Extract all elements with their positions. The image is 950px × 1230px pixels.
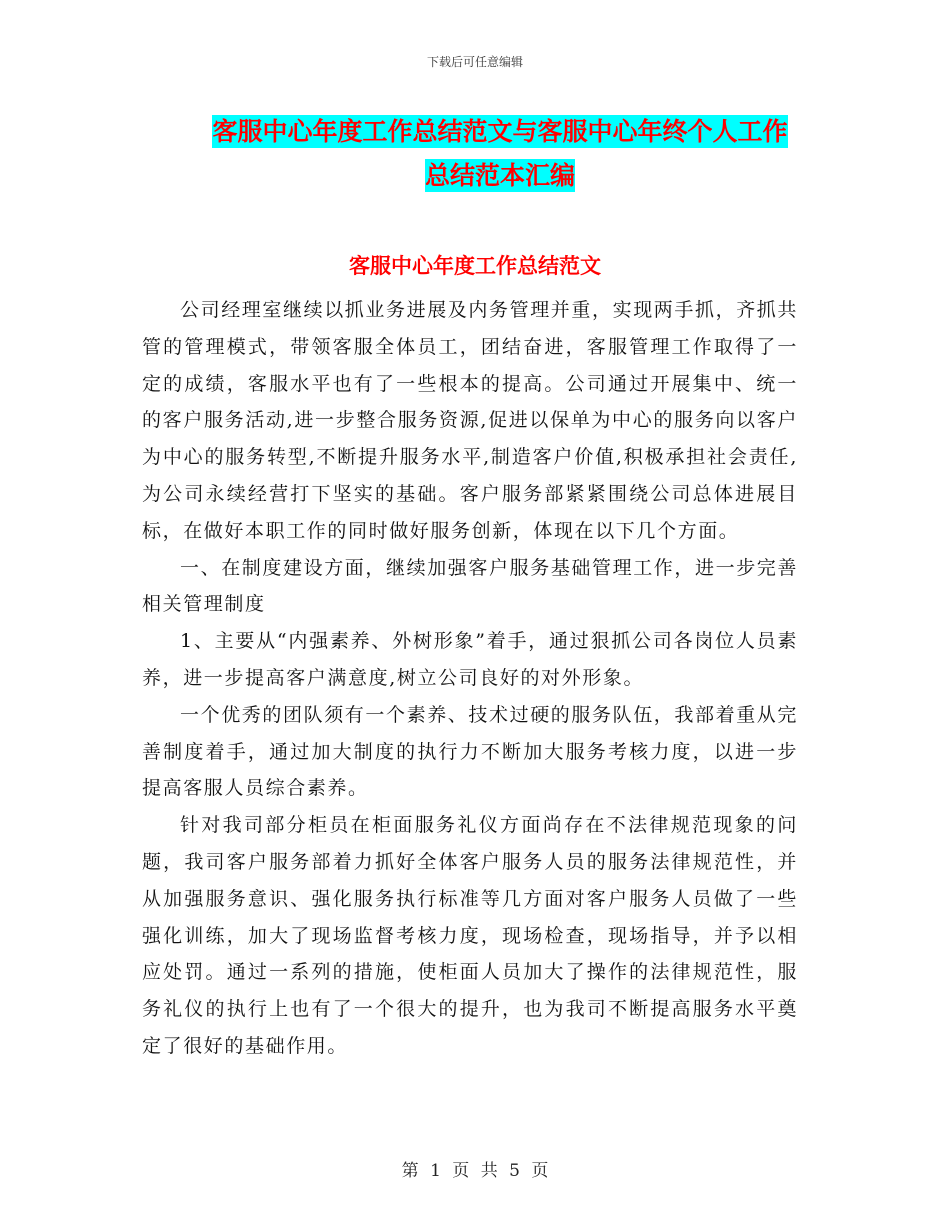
document-title: [140, 110, 860, 198]
paragraph-item-1: 1、主要从“内强素养、外树形象”着手，通过狠抓公司各岗位人员素养，进一步提高客户满意度,树立公司良好的对外形象。: [142, 630, 798, 689]
paragraph-team: 一个优秀的团队须有一个素养、技术过硬的服务队伍，我部着重从完善制度着手，通过加大制度的执行力不断加大服务考核力度，以进一步提高客服人员综合素养。: [142, 703, 799, 800]
page-number: 第 1 页 共 5 页: [401, 1161, 549, 1181]
page-header-note: 下载后可任意编辑: [426, 55, 523, 69]
paragraph-heading-1: 一、在制度建设方面，继续加强客户服务基础管理工作，进一步完善相关管理制度: [142, 556, 799, 616]
document-title-line-2: 总结范本汇编: [424, 161, 575, 190]
paragraph-etiquette: 针对我司部分柜员在柜面服务礼仪方面尚存在不法律规范现象的问题，我司客户服务部着力抓好全体客户服务人员的服务法律规范性，并从加强服务意识、强化服务执行标准等几方面对客户服务人员做了一些强化训练，加大了现场监督考核力度，现场检查，现场指导，并予以相应处罚。通过一系列的措施，使柜面人员加大了操作的法律规范性，服务礼仪的执行上也有了一个很大的提升，也为我司不断提高服务水平奠定了很好的基础作用。: [142, 814, 798, 1057]
document-title-line-1: 客服中心年度工作总结范文与客服中心年终个人工作: [212, 117, 788, 146]
document-body: [142, 292, 798, 1065]
section-title: 客服中心年度工作总结范文: [349, 254, 601, 278]
paragraph-intro: 公司经理室继续以抓业务进展及内务管理并重，实现两手抓，齐抓共管的管理模式，带领客服全体员工，团结奋进，客服管理工作取得了一定的成绩，客服水平也有了一些根本的提高。公司通过开展集中、统一的客户服务活动,进一步整合服务资源,促进以保单为中心的服务向以客户为中心的服务转型,不断提升服务水平,制造客户价值,积极承担社会责任,为公司永续经营打下坚实的基础。客户服务部紧紧围绕公司总体进展目标，在做好本职工作的同时做好服务创新，体现在以下几个方面。: [142, 299, 799, 542]
